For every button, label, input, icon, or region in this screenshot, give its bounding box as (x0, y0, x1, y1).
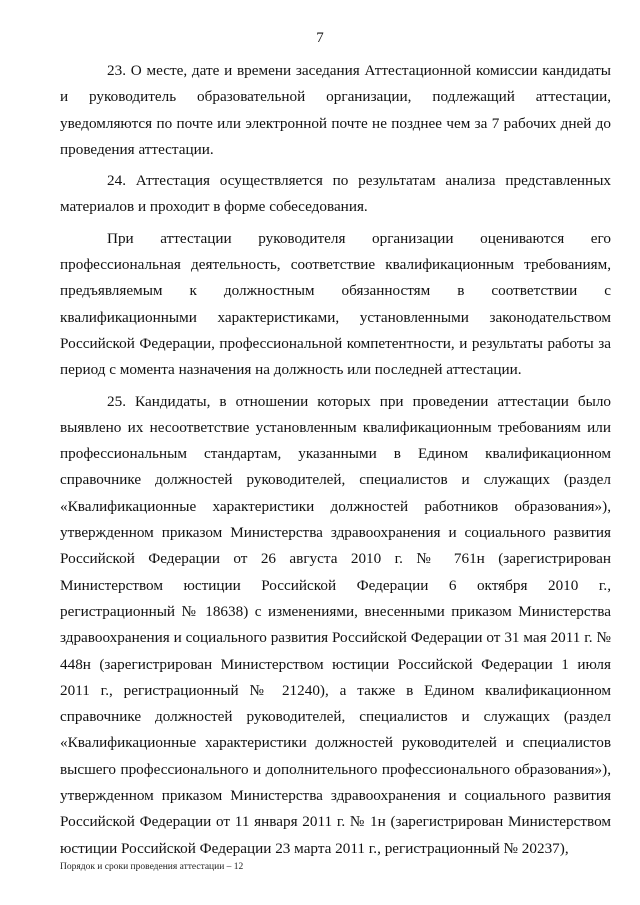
document-body (60, 58, 611, 862)
footer-note: Порядок и сроки проведения аттестации – 12 (60, 862, 244, 872)
paragraph-24-continuation: При аттестации руководителя организации оцениваются его профессиональная деятельность, соответствие квалификационным требованиям, предъявляемым к должностным обязанностям в соответствии с квалификационными характеристиками, установленными законодательством Российской Федерации, профессиональной компетентности, и результаты работы за период с момента назначения на должность или последней аттестации. (60, 229, 611, 379)
paragraph-25: 25. Кандидаты, в отношении которых при проведении аттестации было выявлено их несоответствие установленным квалификационным требованиям или профессиональным стандартам, указанными в Едином квалификационном справочнике должностей руководителей, специалистов и служащих (раздел «Квалификационные характеристики должностей работников образования»), утвержденном приказом Министерства здравоохранения и социального развития Российской Федерации от 26 августа 2010 г. № 761н (зарегистрирован Министерством юстиции Российской Федерации 6 октября 2010 г., регистрационный № 18638) с изменениями, внесенными приказом Министерства здравоохранения и социального развития Российской Федерации от 31 мая 2011 г. № 448н (зарегистрирован Министерством юстиции Российской Федерации 1 июля 2011 г., регистрационный № 21240), а также в Едином квалификационном справочнике должностей руководителей, специалистов и служащих (раздел «Квалификационные характеристики должностей руководителей и специалистов высшего профессионального и дополнительного профессионального образования»), утвержденном приказом Министерства здравоохранения и социального развития Российской Федерации от 11 января 2011 г. № 1н (зарегистрирован Министерством юстиции Российской Федерации 23 марта 2011 г., регистрационный № 20237), (60, 392, 611, 857)
page-number: 7 (316, 30, 324, 46)
paragraph-23: 23. О месте, дате и времени заседания Аттестационной комиссии кандидаты и руководитель образовательной организации, подлежащий аттестации, уведомляются по почте или электронной почте не позднее чем за 7 рабочих дней до проведения аттестации. (60, 62, 611, 158)
paragraph-24: 24. Аттестация осуществляется по результатам анализа представленных материалов и проходит в форме собеседования. (60, 172, 611, 216)
